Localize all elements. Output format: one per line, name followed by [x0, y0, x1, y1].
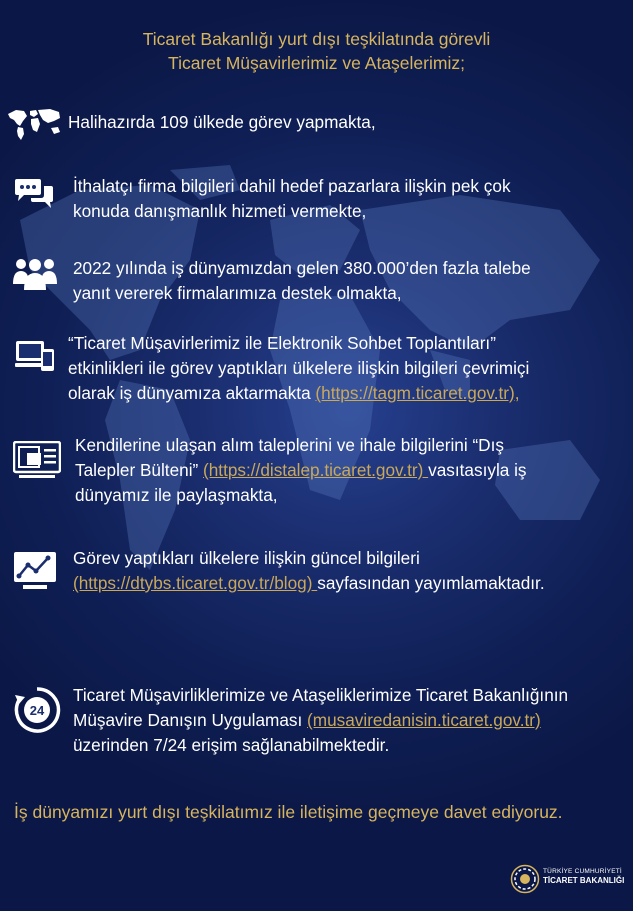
item-bulletin-line-1: Kendilerine ulaşan alım taleplerini ve ihale bilgilerini “Dış — [75, 435, 504, 455]
tagm-link[interactable]: (https://tagm.ticaret.gov.tr), — [315, 383, 520, 403]
item-bulletin-after-link: vasıtasıyla iş — [428, 460, 527, 480]
background-world-map — [0, 150, 633, 710]
item-consulting-line-1: İthalatçı firma bilgileri dahil hedef pazarlara ilişkin pek çok — [73, 176, 511, 196]
item-requests-line-1: 2022 yılında iş dünyamızdan gelen 380.000’den fazla talebe — [73, 258, 531, 278]
item-presence — [68, 110, 376, 135]
ministry-logo-text — [543, 867, 624, 885]
svg-text:24: 24 — [29, 703, 45, 718]
devices-icon — [15, 339, 55, 373]
musaviredanisin-link[interactable]: (musaviredanisin.ticaret.gov.tr) — [307, 710, 541, 730]
header-line-2: Ticaret Müşavirlerimiz ve Ataşelerimiz; — [168, 53, 465, 73]
dtybs-blog-link[interactable]: (https://dtybs.ticaret.gov.tr/blog) — [73, 573, 318, 593]
header-line-1: Ticaret Bakanlığı yurt dışı teşkilatında görevli — [142, 29, 491, 49]
item-app-line-3: üzerinden 7/24 erişim sağlanabilmektedir. — [73, 735, 390, 755]
item-bulletin — [75, 433, 527, 508]
item-chat-meetings-line-3: olarak iş dünyamıza aktarmakta — [68, 383, 316, 403]
item-chat-meetings-line-1: “Ticaret Müşavirlerimiz ile Elektronik Sohbet Toplantıları” — [68, 333, 496, 353]
footer-invitation: İş dünyamızı yurt dışı teşkilatımız ile iletişime geçmeye davet ediyoruz. — [14, 802, 563, 822]
item-app — [73, 683, 568, 758]
item-bulletin-line-2: Talepler Bülteni” — [75, 460, 204, 480]
item-app-line-1: Ticaret Müşavirliklerimize ve Ataşeliklerimize Ticaret Bakanlığının — [73, 685, 569, 705]
item-presence-text: Halihazırda 109 ülkede görev yapmakta, — [68, 112, 376, 132]
item-chat-meetings — [68, 331, 529, 406]
item-requests — [73, 256, 531, 306]
item-chat-meetings-line-2: etkinlikleri ile görev yaptıkları ülkelere ilişkin bilgileri çevrimiçi — [68, 358, 530, 378]
distalep-link[interactable]: (https://distalep.ticaret.gov.tr) — [203, 460, 429, 480]
item-consulting — [73, 174, 511, 224]
item-consulting-line-2: konuda danışmanlık hizmeti vermekte, — [73, 201, 367, 221]
item-requests-line-2: yanıt vererek firmalarımıza destek olmakta, — [73, 283, 402, 303]
item-blog-after-link: sayfasından yayımlamaktadır. — [317, 573, 545, 593]
line-graph-icon — [13, 551, 57, 591]
logo-line-1: TÜRKİYE CUMHURİYETİ — [543, 868, 622, 875]
people-group-icon — [12, 256, 58, 292]
24-hours-icon — [13, 686, 61, 734]
item-blog-line-1: Görev yaptıkları ülkelere ilişkin güncel bilgileri — [73, 548, 420, 568]
ministry-logo-icon — [510, 864, 540, 894]
item-bulletin-line-3: dünyamız ile paylaşmakta, — [75, 485, 278, 505]
chat-bubbles-icon — [13, 178, 55, 210]
world-map-icon — [6, 106, 62, 142]
logo-line-2: TİCARET BAKANLIĞI — [543, 876, 625, 885]
item-blog — [73, 546, 545, 596]
item-app-line-2: Müşavire Danışın Uygulaması — [73, 710, 308, 730]
header-title — [0, 27, 633, 75]
monitor-chart-icon — [13, 441, 61, 479]
